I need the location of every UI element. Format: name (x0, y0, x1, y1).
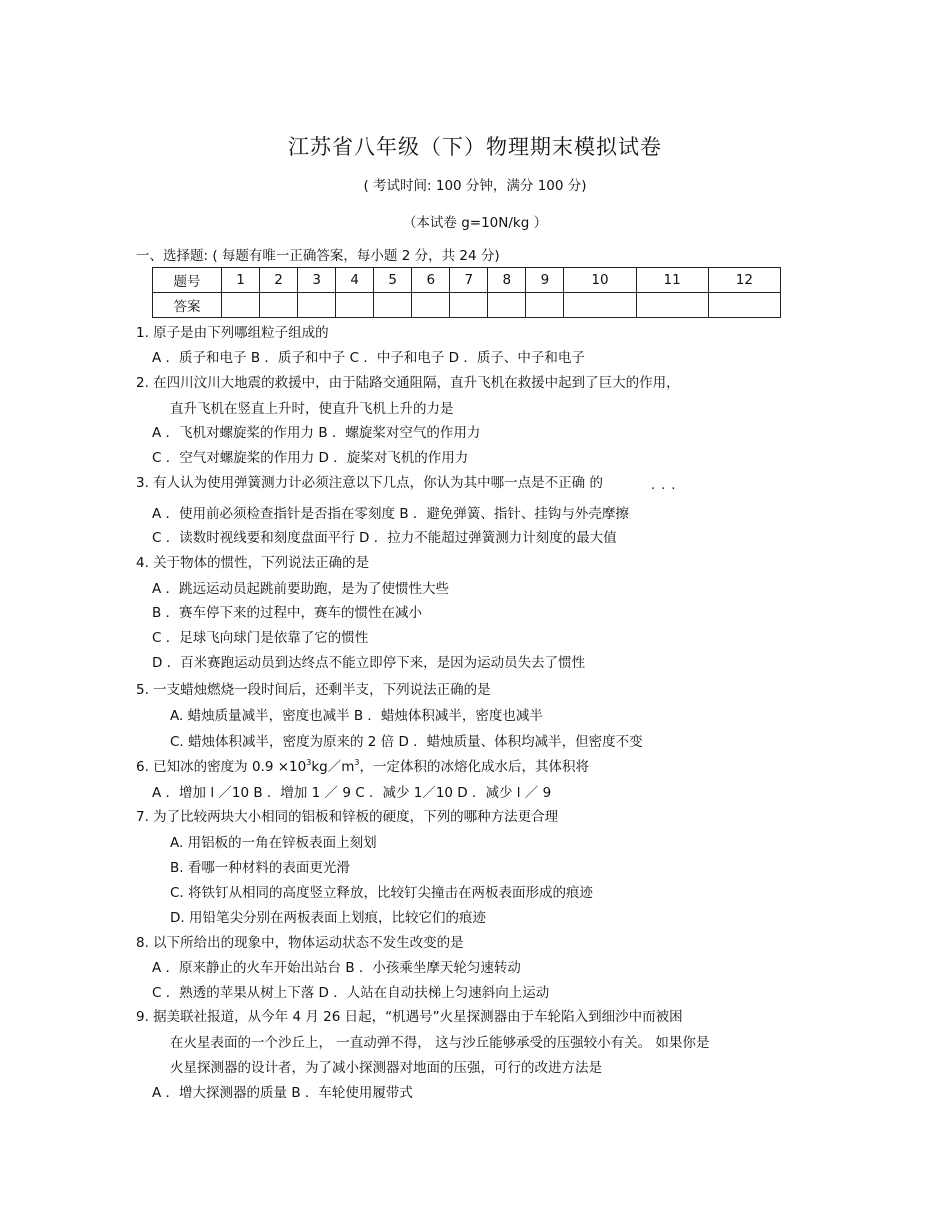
question-stem (136, 755, 589, 775)
answer-cell (222, 293, 260, 318)
question-number-cell: 10 (564, 268, 636, 293)
question-stem: 8. 以下所给出的现象中，物体运动状态不发生改变的是 (136, 935, 464, 951)
question-number-cell: 3 (298, 268, 336, 293)
answer-cell (564, 293, 636, 318)
question-option: A ．使用前必须检查指针是否指在零刻度 B ．避免弹簧、指针、挂钩与外壳摩擦 (152, 506, 629, 522)
table-header-cell: 答案 (153, 293, 222, 318)
answer-cell (526, 293, 564, 318)
question-number-cell: 1 (222, 268, 260, 293)
question-stem: 4. 关于物体的惯性，下列说法正确的是 (136, 555, 370, 571)
answer-cell (636, 293, 708, 318)
question-stem: 2. 在四川汶川大地震的救援中，由于陆路交通阻隔，直升飞机在救援中起到了巨大的作用， (136, 375, 680, 391)
question-stem-text: 6. 已知冰的密度为 0.9 ×10 (136, 759, 307, 775)
question-stem-text: ，一定体积的冰熔化成水后，其体积将 (359, 759, 589, 775)
question-option: C ．读数时视线要和刻度盘面平行 D ．拉力不能超过弹簧测力计刻度的最大值 (152, 530, 617, 546)
question-stem-continued: 火星探测器的设计者，为了减小探测器对地面的压强，可行的改进方法是 (170, 1060, 602, 1076)
question-number-cell: 6 (412, 268, 450, 293)
question-option: A ．跳远运动员起跳前要助跑，是为了使惯性大些 (152, 581, 450, 597)
question-option: C ．空气对螺旋桨的作用力 D ．旋桨对飞机的作用力 (152, 450, 469, 466)
question-option: C ．足球飞向球门是依靠了它的惯性 (152, 630, 369, 646)
question-stem-continued: 直升飞机在竖直上升时，使直升飞机上升的力是 (170, 401, 454, 417)
question-option: D. 用铅笔尖分别在两板表面上划痕，比较它们的痕迹 (170, 910, 486, 926)
table-header-cell: 题号 (153, 268, 222, 293)
question-stem: 9. 据美联社报道，从今年 4 月 26 日起，“机遇号”火星探测器由于车轮陷入到细沙中而被困 (136, 1009, 683, 1025)
answer-cell (488, 293, 526, 318)
table-row (153, 293, 781, 318)
question-number-cell: 11 (636, 268, 708, 293)
question-option: A ．增大探测器的质量 B ．车轮使用履带式 (152, 1085, 413, 1101)
emphasis-dots: ... (651, 478, 682, 493)
superscript: 3 (306, 758, 312, 767)
section-heading: 一、选择题: ( 每题有唯一正确答案，每小题 2 分，共 24 分) (136, 248, 500, 264)
question-option: A. 用铝板的一角在锌板表面上刻划 (170, 835, 377, 851)
answer-cell (450, 293, 488, 318)
question-stem: 1. 原子是由下列哪组粒子组成的 (136, 325, 329, 341)
question-option: A ．增加 l ／10 B ．增加 1 ／ 9 C ．减少 1／10 D ．减少 l ／ 9 (152, 785, 552, 801)
question-stem: 5. 一支蜡烛燃烧一段时间后，还剩半支，下列说法正确的是 (136, 682, 491, 698)
density-unit: kg／m (311, 759, 355, 775)
question-option: A ．飞机对螺旋桨的作用力 B ．螺旋桨对空气的作用力 (152, 425, 481, 441)
question-number-cell: 9 (526, 268, 564, 293)
question-option: A ．质子和电子 B ．质子和中子 C ．中子和电子 D ．质子、中子和电子 (152, 350, 585, 366)
answer-cell (374, 293, 412, 318)
table-row (153, 268, 781, 293)
answer-cell (298, 293, 336, 318)
question-stem: 7. 为了比较两块大小相同的铝板和锌板的硬度，下列的哪种方法更合理 (136, 809, 559, 825)
question-option: A ．原来静止的火车开始出站台 B ．小孩乘坐摩天轮匀速转动 (152, 960, 521, 976)
answer-table (152, 267, 781, 318)
question-stem: 3. 有人认为使用弹簧测力计必须注意以下几点，你认为其中哪一点是不正确 的 (136, 475, 603, 491)
question-option: C. 蜡烛体积减半，密度为原来的 2 倍 D ．蜡烛质量、体积均减半，但密度不变 (170, 734, 643, 750)
question-number-cell: 12 (708, 268, 780, 293)
question-stem-continued: 在火星表面的一个沙丘上， 一直动弹不得， 这与沙丘能够承受的压强较小有关。 如果你是 (170, 1035, 710, 1051)
answer-cell (260, 293, 298, 318)
question-option: B. 看哪一种材料的表面更光滑 (170, 860, 350, 876)
answer-cell (412, 293, 450, 318)
page-title: 江苏省八年级（下）物理期末模拟试卷 (288, 135, 662, 159)
question-number-cell: 4 (336, 268, 374, 293)
answer-cell (708, 293, 780, 318)
question-option: B ．赛车停下来的过程中，赛车的惯性在减小 (152, 605, 423, 621)
superscript: 3 (354, 758, 360, 767)
question-option: A. 蜡烛质量减半，密度也减半 B ．蜡烛体积减半，密度也减半 (170, 708, 543, 724)
answer-cell (336, 293, 374, 318)
exam-info: ( 考试时间: 100 分钟，满分 100 分) (363, 178, 587, 194)
gravity-note: （本试卷 g=10N/kg ） (402, 215, 548, 231)
question-option: D ．百米赛跑运动员到达终点不能立即停下来，是因为运动员失去了惯性 (152, 655, 586, 671)
question-number-cell: 8 (488, 268, 526, 293)
question-number-cell: 5 (374, 268, 412, 293)
question-number-cell: 7 (450, 268, 488, 293)
question-option: C ．熟透的苹果从树上下落 D ．人站在自动扶梯上匀速斜向上运动 (152, 985, 550, 1001)
question-option: C. 将铁钉从相同的高度竖立释放，比较钉尖撞击在两板表面形成的痕迹 (170, 885, 594, 901)
question-number-cell: 2 (260, 268, 298, 293)
